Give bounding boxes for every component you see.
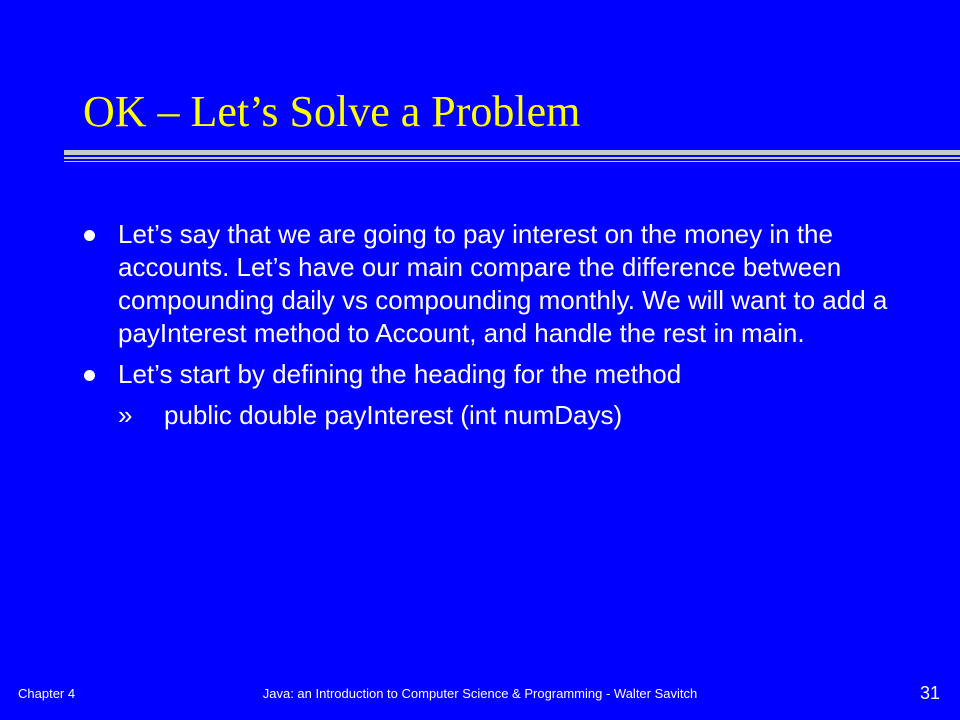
sub-bullet-marker: »	[118, 400, 133, 430]
title-divider	[64, 150, 960, 164]
bullet-text: Let’s say that we are going to pay interest on the money in the accounts. Let’s have our main compare the difference between compounding daily vs compounding monthly. We will want to add a payInterest method to Account, and handle the rest in main.	[118, 219, 888, 348]
footer-book-title: Java: an Introduction to Computer Science & Programming - Walter Savitch	[262, 686, 698, 701]
sub-bullet-item	[118, 399, 894, 432]
sub-bullet-text: public double payInterest (int numDays)	[164, 400, 623, 430]
bullet-item	[84, 218, 894, 350]
bullet-item	[84, 358, 894, 391]
bullet-text: Let’s start by defining the heading for the method	[118, 359, 682, 389]
slide-title: OK – Let’s Solve a Problem	[83, 87, 581, 136]
bullet-dot-icon	[84, 370, 95, 381]
bullet-list	[84, 218, 894, 432]
page-number: 31	[919, 683, 940, 703]
footer-chapter: Chapter 4	[18, 686, 76, 701]
bullet-dot-icon	[84, 230, 95, 241]
